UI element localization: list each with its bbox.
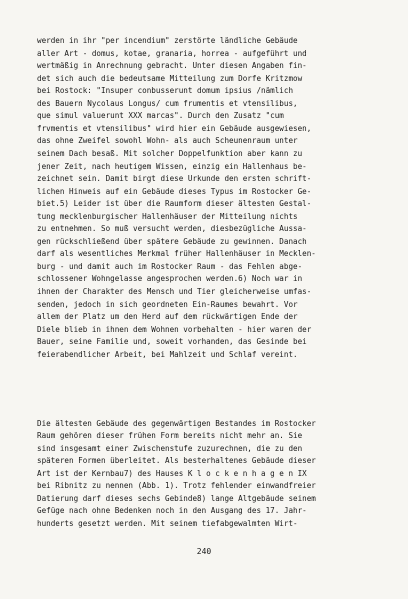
paragraph-gap: [37, 386, 387, 392]
text-line: Diele blieb in ihnen dem Wohnen vorbehalten - hier waren der: [37, 324, 312, 334]
text-line: werden in ihr "per incendium" zerstörte ländliche Gebäude: [37, 36, 298, 46]
text-line: aller Art - domus, kotae, granaria, horrea - aufgeführt und: [37, 48, 307, 58]
text-line: bei Ribnitz zu nennen (Abb. 1). Trotz fehlender einwandfreier: [37, 481, 316, 491]
text-line: des Bauern Nycolaus Longus/ cum frumentis et vtensilibus,: [37, 98, 298, 108]
text-line: schlossener Wohngelasse angesprochen werden.6) Noch war in: [37, 274, 303, 284]
text-line: zeichnet sein. Damit birgt diese Urkunde den ersten schrift-: [37, 174, 312, 184]
text-line: ihnen der Charakter des Mensch und Tier gleicherweise umfas-: [37, 287, 312, 297]
text-line: Raum gehören dieser frühen Form bereits nicht mehr an. Sie: [37, 431, 303, 441]
text-line: tung mecklenburgischer Hallenhäuser der Mitteilung nichts: [37, 211, 298, 221]
text-line: lichen Hinweis auf ein Gebäude dieses Typus im Rostocker Ge-: [37, 186, 312, 196]
text-line: allem der Platz um den Herd auf dem rückwärtigen Ende der: [37, 312, 298, 322]
body-text: [37, 10, 387, 556]
text-line: wertmäßig in Anrechnung gebracht. Unter diesen Angaben fin-: [37, 61, 307, 71]
text-line: darf als wesentliches Merkmal früher Hallenhäuser in Mecklen-: [37, 249, 316, 259]
text-line: feierabendlicher Arbeit, bei Mahlzeit und Schlaf vereint.: [37, 349, 298, 359]
text-line: späteren Formen überleitet. Als besterhaltenes Gebäude dieser: [37, 456, 316, 466]
text-line: hunderts gesetzt werden. Mit seinem tiefabgewalmten Wirt-: [37, 518, 298, 528]
text-line: biet.5) Leider ist über die Raumform dieser ältesten Gestal-: [37, 199, 312, 209]
page-number: 240: [196, 547, 212, 556]
text-line: seinem Dach besaß. Mit solcher Doppelfunktion aber kann zu: [37, 149, 303, 159]
text-line: das ohne Zweifel sowohl Wohn- als auch Scheunenraum unter: [37, 136, 298, 146]
text-line: det sich auch die bedeutsame Mitteilung zum Dorfe Kritzmow: [37, 73, 303, 83]
paragraph-2: [37, 418, 387, 531]
text-line: frvmentis et vtensilibus" wird hier ein Gebäude ausgewiesen,: [37, 123, 312, 133]
text-line: sind insgesamt einer Zwischenstufe zuzurechnen, die zu den: [37, 443, 303, 453]
text-line: gen rückschließend über spätere Gebäude zu gewinnen. Danach: [37, 236, 307, 246]
paragraph-1: [37, 35, 387, 361]
text-line: Art ist der Kernbau7) des Hauses K l o c k e n h a g e n IX: [37, 468, 307, 478]
text-line: Gefüge nach ohne Bedenken noch in den Ausgang des 17. Jahr-: [37, 506, 307, 516]
text-line: Datierung darf dieses sechs Gebinde8) lange Altgebäude seinem: [37, 493, 316, 503]
text-line: senden, jedoch in sich geordneten Ein-Raumes bewahrt. Vor: [37, 299, 298, 309]
text-line: Die ältesten Gebäude des gegenwärtigen Bestandes im Rostocker: [37, 418, 316, 428]
text-line: zu entnehmen. So muß versucht werden, diesbezügliche Aussa-: [37, 224, 307, 234]
text-line: jener Zeit, nach heutigem Wissen, einzig ein Hallenhaus be-: [37, 161, 307, 171]
text-line: que simul valuerunt XXX marcas". Durch den Zusatz "cum: [37, 111, 284, 121]
text-line: bei Rostock: "Insuper conbusserunt domum ipsius /nämlich: [37, 86, 294, 96]
text-line: Bauer, seine Familie und, soweit vorhanden, das Gesinde bei: [37, 337, 307, 347]
text-line: burg - und damit auch im Rostocker Raum - das Fehlen abge-: [37, 261, 303, 271]
